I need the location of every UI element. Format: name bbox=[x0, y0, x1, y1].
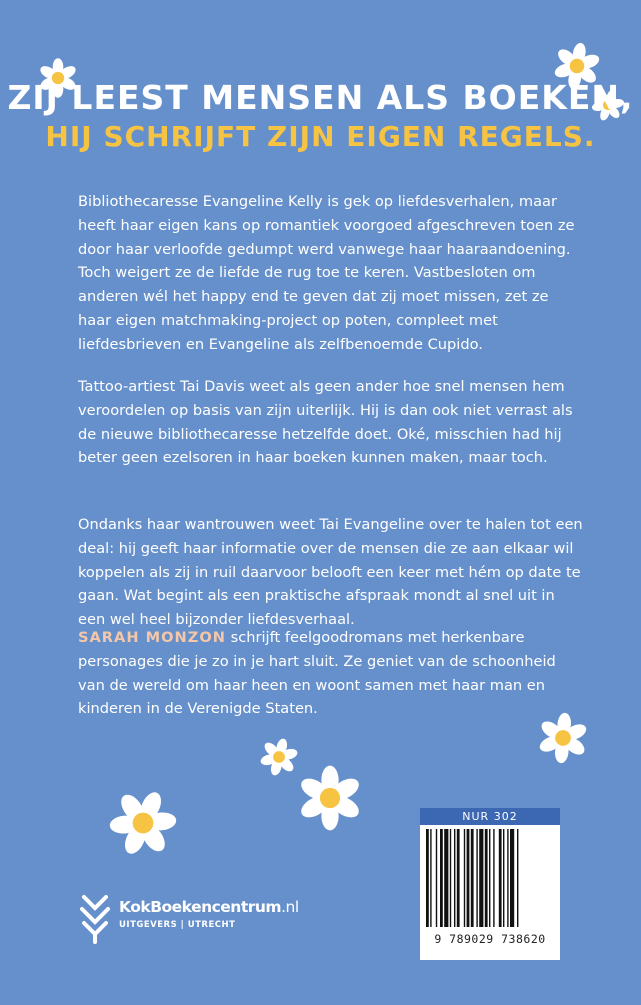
author-name: SARAH MONZON bbox=[78, 629, 226, 646]
headline-line-2: HIJ SCHRIJFT ZIJN EIGEN REGELS. bbox=[45, 120, 596, 153]
barcode-icon bbox=[426, 829, 554, 929]
blurb-paragraph-1: Bibliothecaresse Evangeline Kelly is gek op liefdesverhalen, maar heeft haar eigen kans op romantiek voorgoed afgeschreven toen ze door haar verloofde gedumpt werd vanwege haar haaraandoening. Toch weigert ze de liefde de rug toe te keren. Vastbesloten om anderen wél het happy end te geven dat zij moet missen, zet ze haar eigen matchmaking-project op poten, compleet met liefdesbrieven en Evangeline als zelfbenoemde Cupido. bbox=[78, 193, 575, 353]
publisher-name bbox=[119, 898, 299, 916]
daisy-flower-icon bbox=[294, 762, 366, 834]
publisher-logo bbox=[78, 893, 299, 949]
barcode-block bbox=[420, 808, 560, 960]
headline-line-1: ZIJ LEEST MENSEN ALS BOEKEN, bbox=[7, 78, 634, 117]
publisher-name-main: KokBoekencentrum bbox=[119, 898, 282, 916]
isbn-number: 9 789029 738620 bbox=[434, 932, 546, 946]
publisher-subtitle: UITGEVERS | UTRECHT bbox=[119, 920, 236, 930]
blurb-paragraph-2: Tattoo-artiest Tai Davis weet als geen ander hoe snel mensen hem veroordelen op basis van zijn uiterlijk. Hij is dan ook niet verrast als de nieuwe bibliothecaresse hetzelfde doet. Oké, misschien had hij beter geen ezelsoren in haar boeken kunnen maken, maar toch. bbox=[78, 378, 573, 467]
publisher-name-suffix: .nl bbox=[281, 898, 299, 916]
author-bio-text: schrijft feelgoodromans met herkenbare personages die je zo in je hart sluit. Ze geniet van de schoonheid van de wereld om haar heen en woont samen met haar man en kinderen in de Verenigde Staten. bbox=[78, 629, 556, 718]
nur-code: NUR 302 bbox=[420, 808, 560, 825]
author-bio bbox=[78, 626, 583, 721]
publisher-logo-icon bbox=[78, 893, 112, 945]
daisy-flower-icon bbox=[106, 786, 180, 860]
blurb-paragraph-3: Ondanks haar wantrouwen weet Tai Evangeline over te halen tot een deal: hij geeft haar informatie over de mensen die ze aan elkaar wil koppelen als zij in ruil daarvoor belooft een keer met hém op date te gaan. Wat begint als een praktische afspraak mondt al snel uit in een wel heel bijzonder liefdesverhaal. bbox=[78, 516, 583, 629]
